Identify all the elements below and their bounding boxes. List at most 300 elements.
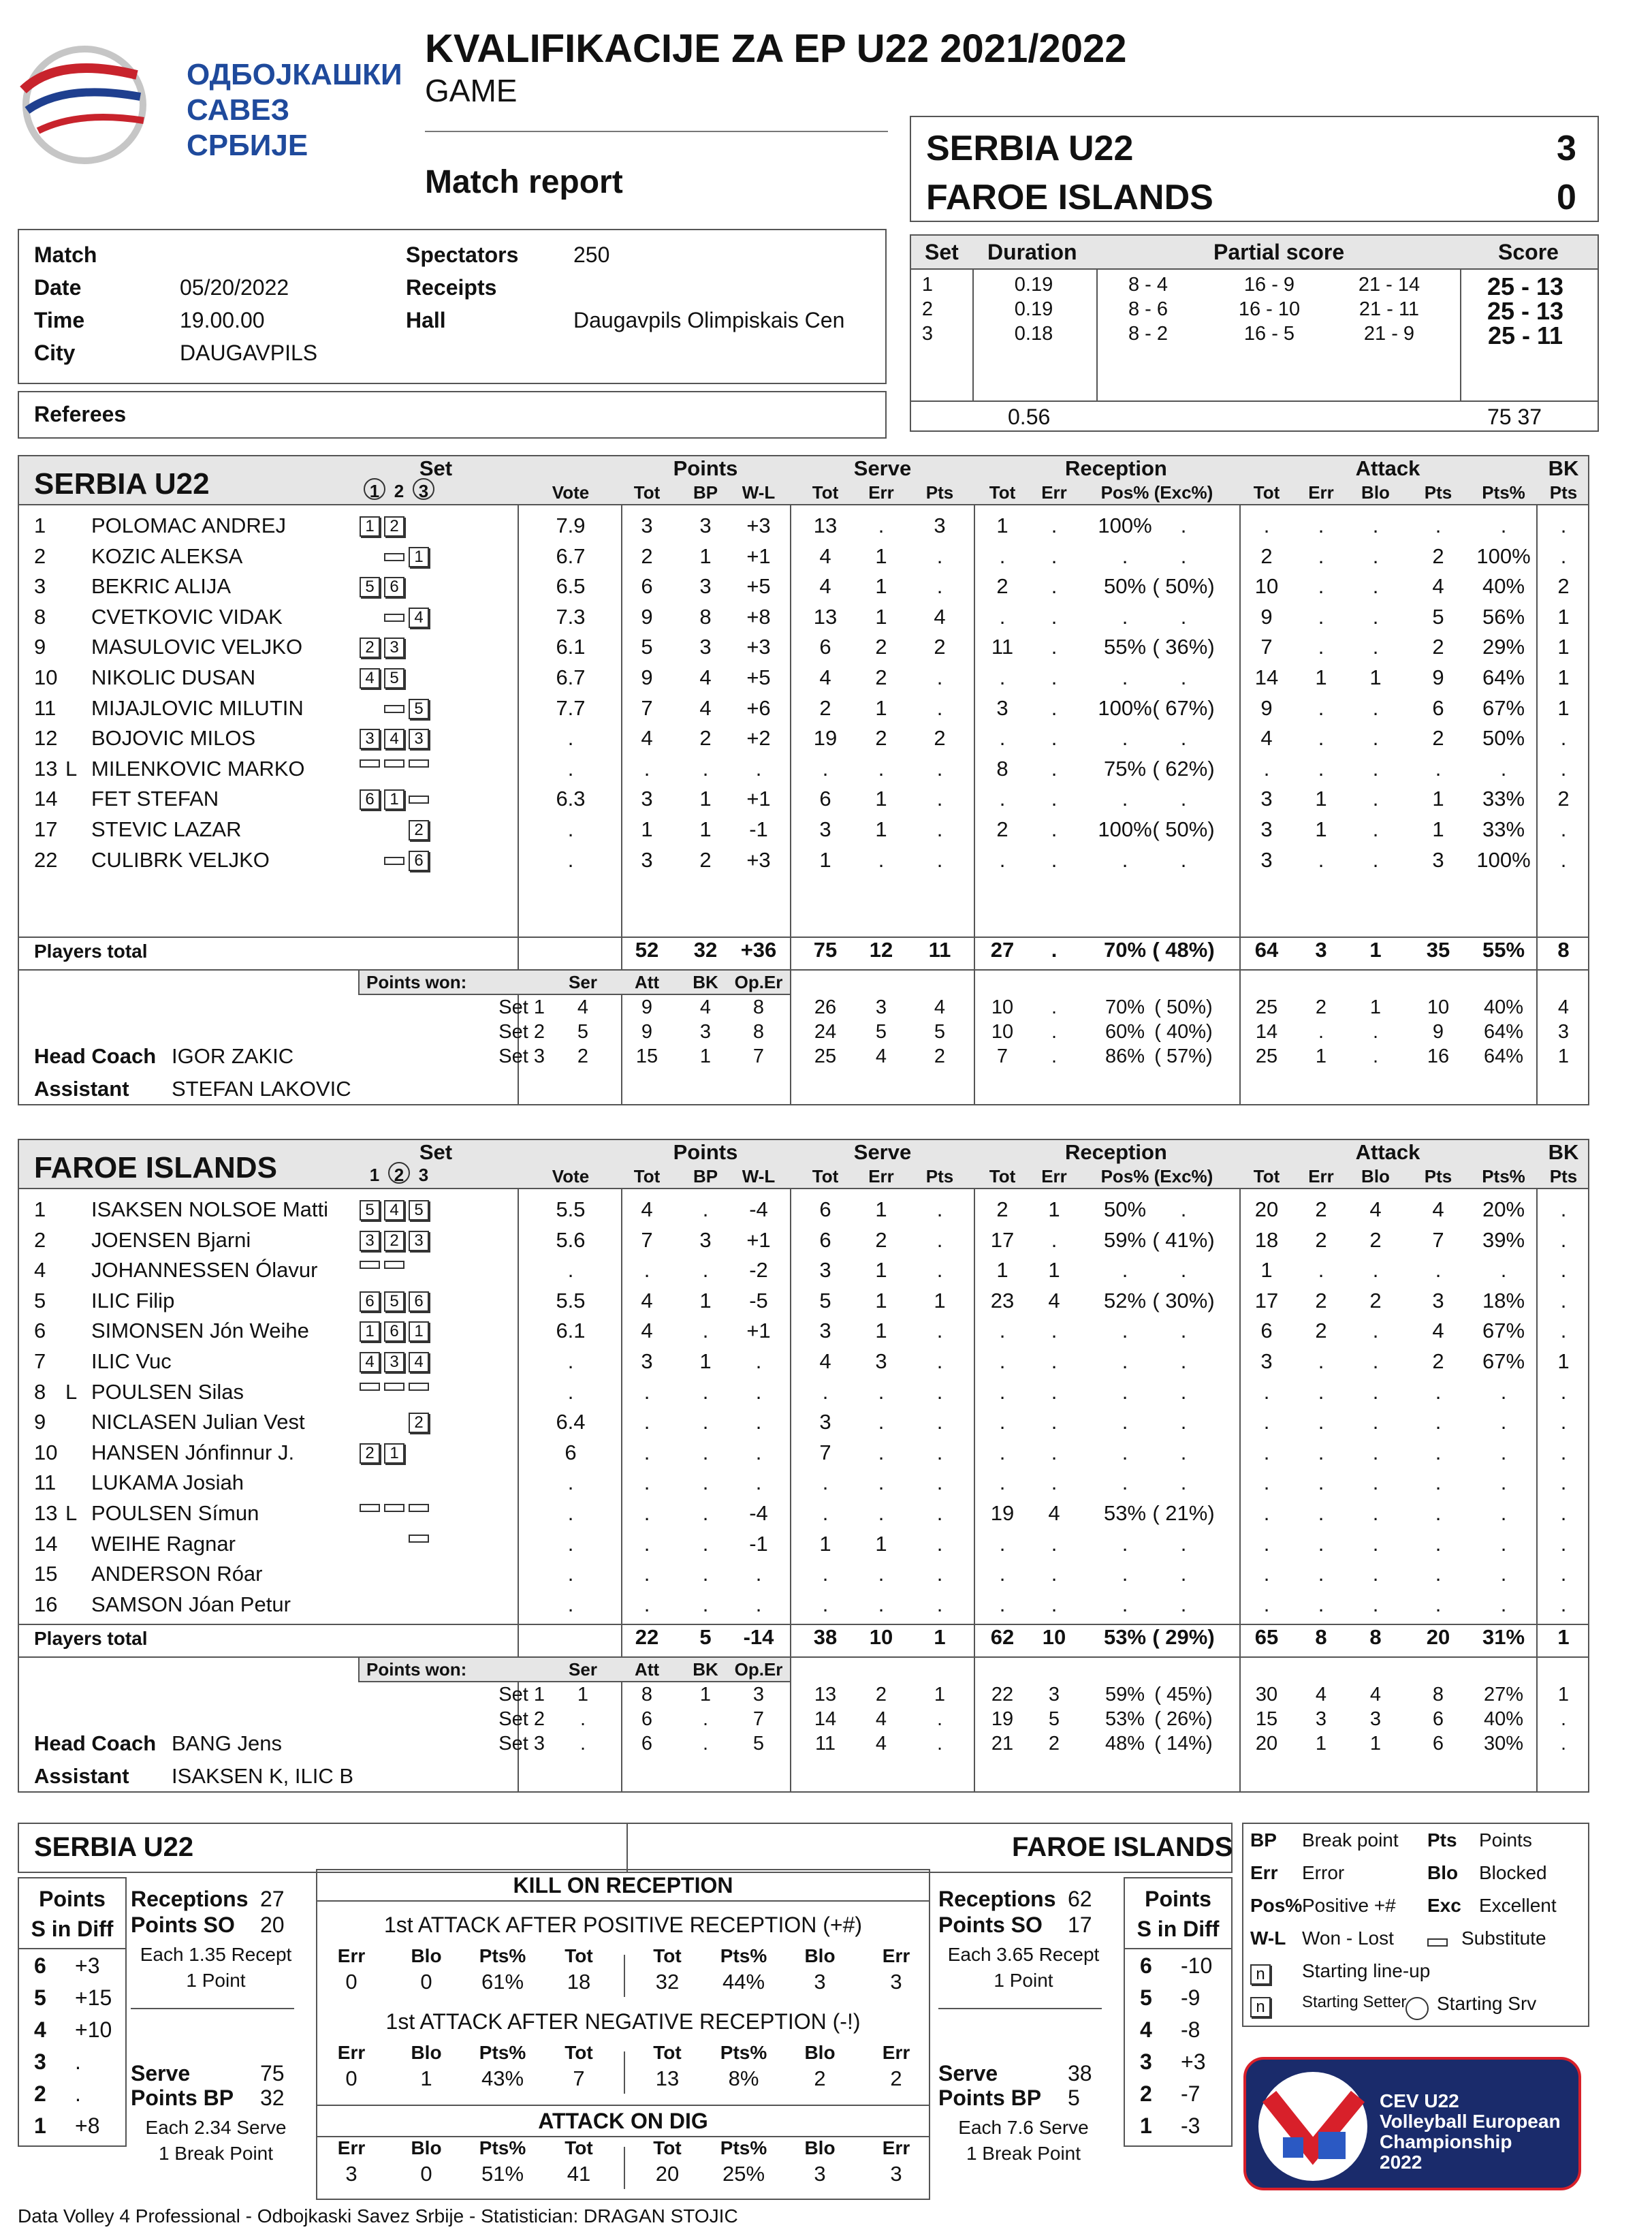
- stat-cell: 1: [934, 1288, 946, 1312]
- set-row-cell: 13: [814, 1684, 837, 1706]
- set-row-cell: 4: [934, 996, 946, 1019]
- stat-cell: .: [1500, 1562, 1507, 1586]
- player-name: HANSEN Jónfinnur J.: [91, 1440, 295, 1464]
- stat-cell: 1: [1315, 787, 1327, 811]
- stat-cell: 6: [1432, 695, 1444, 720]
- player-number: 13: [34, 756, 58, 781]
- stat-cell: .: [1263, 1562, 1270, 1586]
- match-label: Match: [34, 242, 97, 267]
- result-score2: 0: [1557, 178, 1576, 217]
- stat-cell: .: [1122, 665, 1128, 689]
- set-row-cell: 4: [577, 996, 589, 1019]
- stat-cell: .: [1435, 1531, 1442, 1556]
- player-row: [0, 1349, 1652, 1380]
- points-won-label: Points won:: [366, 972, 467, 993]
- legend-abbr: W-L: [1250, 1928, 1286, 1949]
- stat-cell: 59%: [1103, 1227, 1147, 1252]
- stat-cell: .: [1500, 1379, 1507, 1404]
- rotation-points: 2: [1140, 2081, 1152, 2106]
- stat-cell: .: [644, 756, 650, 781]
- rotation-diff: -7: [1181, 2081, 1201, 2106]
- column-header: Tot: [1253, 1166, 1280, 1186]
- rotation-diff: +3: [1181, 2049, 1206, 2074]
- substitute-icon: [384, 759, 404, 768]
- total-cell: 1: [934, 1625, 946, 1650]
- column-header: Err: [1041, 1166, 1067, 1186]
- stat-cell: .: [702, 1410, 709, 1434]
- stat-cell: .: [1500, 1470, 1507, 1495]
- stat-cell: .: [1560, 817, 1567, 841]
- summary-right-team: FAROE ISLANDS: [1012, 1832, 1233, 1862]
- kill-header: Err: [882, 2042, 910, 2063]
- starting-serve-circle-icon: [1405, 1997, 1429, 2020]
- team-name: FAROE ISLANDS: [34, 1151, 277, 1184]
- player-row: [0, 665, 1652, 696]
- stat-cell: .: [1560, 1258, 1567, 1283]
- stat-cell: .: [644, 1410, 650, 1434]
- set-row-cell: 8: [752, 996, 765, 1019]
- stat-cell: 50%: [1482, 726, 1525, 751]
- total-cell: 20: [1426, 1625, 1450, 1650]
- stat-cell: -1: [749, 817, 768, 841]
- column-header: (Exc%): [1154, 1166, 1213, 1186]
- set-row-cell: ( 45%): [1154, 1684, 1213, 1706]
- set-row-cell: 16: [1427, 1045, 1450, 1068]
- players-total-label: Players total: [34, 1628, 148, 1650]
- kill-cell: 8%: [728, 2066, 759, 2090]
- stat-cell: 1: [699, 544, 712, 568]
- stat-cell: 18%: [1482, 1288, 1525, 1312]
- stat-cell: .: [1051, 1592, 1058, 1616]
- stat-cell: .: [567, 1349, 574, 1373]
- total-cell: 10: [1042, 1625, 1066, 1650]
- libero-mark: L: [65, 1501, 78, 1525]
- player-number: 12: [34, 726, 58, 751]
- kill-cell: 13: [655, 2066, 680, 2090]
- stat-cell: +2: [746, 726, 771, 751]
- stat-cell: .: [644, 1379, 650, 1404]
- stat-cell: .: [1051, 604, 1058, 629]
- player-name: CVETKOVIC VIDAK: [91, 604, 283, 629]
- set-row-cell: 5: [934, 1021, 946, 1043]
- serve-label: Serve: [131, 2061, 191, 2086]
- column-group-header: Serve: [853, 1140, 912, 1164]
- stat-cell: .: [936, 1319, 943, 1343]
- player-row: [0, 848, 1652, 879]
- player-number: 15: [34, 1562, 58, 1586]
- set-row-cell: 20: [1255, 1733, 1278, 1755]
- players-total-label: Players total: [34, 941, 148, 962]
- set-row-cell: 1: [921, 274, 934, 296]
- stat-cell: .: [644, 1562, 650, 1586]
- rotation-points: 4: [1140, 2017, 1152, 2042]
- receptions-value: 62: [1068, 1887, 1092, 1911]
- player-sets: [360, 1291, 433, 1312]
- player-number: 1: [34, 1197, 46, 1221]
- player-number: 10: [34, 665, 58, 689]
- stat-cell: .: [999, 544, 1006, 568]
- kill-header: Err: [337, 2137, 366, 2158]
- kill-cell: 25%: [722, 2162, 765, 2186]
- player-name: ANDERSON Róar: [91, 1562, 263, 1586]
- stat-cell: +5: [746, 574, 771, 599]
- stat-cell: 3: [819, 817, 831, 841]
- stat-cell: ( 30%): [1152, 1288, 1215, 1312]
- stat-cell: .: [1560, 1288, 1567, 1312]
- stat-cell: .: [1180, 1531, 1187, 1556]
- stat-cell: .: [1372, 847, 1379, 872]
- stat-cell: 17: [990, 1227, 1015, 1252]
- stat-cell: 3: [699, 514, 712, 537]
- set-row-cell: ( 50%): [1154, 996, 1213, 1019]
- stat-cell: 4: [1369, 1197, 1382, 1221]
- starting-position: 5: [409, 699, 429, 719]
- kill-header: Err: [882, 1945, 910, 1966]
- player-name: BEKRIC ALIJA: [91, 574, 232, 599]
- stat-cell: ( 50%): [1152, 817, 1215, 841]
- stat-cell: 39%: [1482, 1227, 1525, 1252]
- competition-title: KVALIFIKACIJE ZA EP U22 2021/2022: [425, 27, 1127, 71]
- player-sets: [360, 820, 433, 840]
- substitute-icon: [360, 1383, 380, 1391]
- stat-cell: .: [999, 847, 1006, 872]
- set-row-cell: 3: [1315, 1708, 1327, 1731]
- player-row: [0, 757, 1652, 787]
- stat-cell: 7: [641, 1227, 653, 1252]
- set-number: 1: [369, 1165, 380, 1185]
- stat-cell: .: [1560, 847, 1567, 872]
- player-row: [0, 726, 1652, 757]
- stat-cell: .: [702, 756, 709, 781]
- stat-cell: 3: [641, 1349, 653, 1373]
- total-cell: 55%: [1482, 938, 1525, 962]
- neg-title: 1st ATTACK AFTER NEGATIVE RECEPTION (-!): [385, 2009, 861, 2034]
- player-name: ISAKSEN NOLSOE Matti: [91, 1197, 328, 1221]
- player-row: [0, 817, 1652, 848]
- stat-cell: 5.6: [556, 1227, 586, 1252]
- stat-cell: 20%: [1482, 1197, 1525, 1221]
- set-row-label: Set 1: [498, 996, 545, 1019]
- player-name: SAMSON Jóan Petur: [91, 1592, 291, 1616]
- player-sets: [360, 608, 433, 628]
- stat-cell: .: [878, 1440, 885, 1464]
- kill-header: Blo: [804, 1945, 836, 1966]
- stat-cell: .: [1372, 1501, 1379, 1525]
- points-so-value: 17: [1068, 1913, 1092, 1937]
- stat-cell: 6.5: [556, 574, 586, 599]
- stat-cell: 1: [996, 514, 1008, 537]
- stat-cell: .: [1318, 1470, 1324, 1495]
- player-row: [0, 787, 1652, 817]
- stat-cell: 3: [699, 574, 712, 599]
- each-serve: Each 2.34 Serve: [145, 2117, 287, 2138]
- substitute-icon: [409, 759, 429, 768]
- cev-line: CEV U22: [1380, 2090, 1459, 2111]
- stat-cell: .: [1180, 1319, 1187, 1343]
- kill-cell: 2: [890, 2066, 902, 2090]
- set-row-cell: .: [1560, 1708, 1567, 1731]
- column-group-header: Set: [419, 1140, 453, 1164]
- score-col-header: Score: [1498, 240, 1559, 264]
- stat-cell: ( 21%): [1152, 1501, 1215, 1525]
- set-row-cell: 4: [1369, 1684, 1382, 1706]
- stat-cell: 1: [1048, 1197, 1060, 1221]
- stat-cell: .: [1180, 847, 1187, 872]
- set-row-cell: .: [1051, 1021, 1058, 1043]
- summary-left-team: SERBIA U22: [34, 1832, 194, 1862]
- set-number: 3: [418, 481, 429, 501]
- set-row-cell: 4: [875, 1708, 887, 1731]
- set-row-cell: 4: [1557, 996, 1570, 1019]
- stat-cell: .: [936, 1349, 943, 1373]
- player-sets: [360, 1352, 433, 1372]
- kill-cell: 32: [655, 1970, 680, 1994]
- stat-cell: .: [1263, 1501, 1270, 1525]
- stat-cell: 2: [1432, 544, 1444, 568]
- each-serve: Each 7.6 Serve: [958, 2117, 1089, 2138]
- player-row: [0, 1258, 1652, 1289]
- kill-cell: 51%: [481, 2162, 524, 2186]
- stat-cell: 100%: [1098, 514, 1152, 537]
- stat-cell: .: [1318, 1531, 1324, 1556]
- stat-cell: .: [1318, 635, 1324, 659]
- stat-cell: .: [1560, 1410, 1567, 1434]
- set-row-cell: 8: [752, 1021, 765, 1043]
- stat-cell: 6.7: [556, 665, 586, 689]
- stat-cell: .: [1051, 726, 1058, 751]
- stat-cell: 1: [1260, 1258, 1273, 1283]
- stat-cell: 2: [875, 665, 887, 689]
- kill-header: Tot: [565, 2137, 593, 2158]
- stat-cell: .: [755, 1379, 762, 1404]
- stat-cell: 20: [1254, 1197, 1279, 1221]
- legend-desc: Starting line-up: [1302, 1960, 1431, 1981]
- stat-cell: 6: [819, 1227, 831, 1252]
- stat-cell: .: [1318, 695, 1324, 720]
- stat-cell: 1: [1557, 604, 1570, 629]
- player-sets: [360, 1383, 433, 1391]
- stat-cell: .: [1180, 665, 1187, 689]
- player-number: 8: [34, 604, 46, 629]
- player-name: ILIC Filip: [91, 1288, 175, 1312]
- stat-cell: 6: [565, 1440, 577, 1464]
- stat-cell: .: [878, 1410, 885, 1434]
- stat-cell: .: [702, 1470, 709, 1495]
- hall-value: Daugavpils Olimpiskais Cen: [573, 308, 845, 332]
- stat-cell: .: [1122, 1562, 1128, 1586]
- column-header: W-L: [742, 1166, 776, 1186]
- stat-cell: .: [1263, 756, 1270, 781]
- stat-cell: 100%: [1476, 847, 1531, 872]
- stat-cell: .: [878, 847, 885, 872]
- stat-cell: .: [755, 1470, 762, 1495]
- player-sets: [360, 1231, 433, 1251]
- starting-position: 4: [384, 729, 404, 749]
- set-row-cell: 9: [641, 996, 653, 1019]
- set-col-header: Set: [925, 240, 959, 264]
- stat-cell: .: [1318, 1440, 1324, 1464]
- stat-cell: .: [1372, 1531, 1379, 1556]
- stat-cell: 1: [875, 574, 887, 599]
- set-row-cell: ( 57%): [1154, 1045, 1213, 1068]
- stat-cell: .: [936, 1227, 943, 1252]
- starting-serve-circle-icon: [364, 478, 385, 500]
- player-number: 7: [34, 1349, 46, 1373]
- player-name: MILENKOVIC MARKO: [91, 756, 305, 781]
- substitute-icon: [409, 1383, 429, 1391]
- stat-cell: -4: [749, 1501, 768, 1525]
- stat-cell: 4: [699, 665, 712, 689]
- kill-header: Err: [882, 2137, 910, 2158]
- legend-abbr: Exc: [1427, 1895, 1461, 1916]
- stat-cell: .: [1500, 1440, 1507, 1464]
- starting-position: 3: [409, 1231, 429, 1251]
- stat-cell: .: [1122, 726, 1128, 751]
- stat-cell: 4: [1048, 1288, 1060, 1312]
- pos-title: 1st ATTACK AFTER POSITIVE RECEPTION (+#): [383, 1913, 863, 1937]
- player-row: [0, 696, 1652, 727]
- total-cell: 62: [990, 1625, 1015, 1650]
- stat-cell: 8: [699, 604, 712, 629]
- kill-header: Blo: [411, 1945, 442, 1966]
- player-number: 6: [34, 1319, 46, 1343]
- stat-cell: .: [999, 726, 1006, 751]
- set-row-cell: 3: [752, 1684, 765, 1706]
- stat-cell: 2: [1432, 1349, 1444, 1373]
- stat-cell: 7: [819, 1440, 831, 1464]
- player-number: 4: [34, 1258, 46, 1283]
- player-sets: [360, 577, 433, 597]
- kill-header: Tot: [565, 1945, 593, 1966]
- stat-cell: 3: [699, 1227, 712, 1252]
- stat-cell: 1: [875, 1288, 887, 1312]
- stat-cell: 1: [875, 1531, 887, 1556]
- legend-abbr: Err: [1250, 1862, 1278, 1883]
- stat-cell: .: [1560, 1470, 1567, 1495]
- stat-cell: 2: [875, 726, 887, 751]
- stat-cell: .: [1500, 1501, 1507, 1525]
- player-sets: [360, 668, 433, 689]
- kill-cell: 7: [573, 2066, 585, 2090]
- stat-cell: 1: [1432, 817, 1444, 841]
- legend-desc: Won - Lost: [1302, 1928, 1394, 1949]
- set-row-cell: 4: [699, 996, 712, 1019]
- player-row: [0, 1228, 1652, 1259]
- rotation-diff: -10: [1181, 1953, 1213, 1978]
- column-header: Vote: [552, 1166, 590, 1186]
- points-so-label: Points SO: [938, 1913, 1043, 1937]
- player-name: POULSEN Silas: [91, 1379, 244, 1404]
- player-sets: [360, 1321, 433, 1342]
- stat-cell: .: [878, 1470, 885, 1495]
- set-row-cell: 0.19: [1014, 298, 1053, 320]
- column-group-header: BK: [1548, 1140, 1579, 1164]
- set-row-cell: 48%: [1105, 1733, 1145, 1755]
- stat-cell: .: [1051, 756, 1058, 781]
- receptions-label: Receptions: [131, 1887, 249, 1911]
- org-line: СРБИЈЕ: [187, 129, 308, 162]
- rotation-diff: -3: [1181, 2113, 1201, 2138]
- stat-cell: 2: [1432, 635, 1444, 659]
- stat-cell: .: [644, 1501, 650, 1525]
- stat-cell: .: [999, 665, 1006, 689]
- rotation-diff: .: [75, 2049, 81, 2074]
- stat-cell: .: [1051, 1410, 1058, 1434]
- federation-logo: [18, 42, 154, 165]
- stat-cell: .: [1372, 1592, 1379, 1616]
- column-header: Err: [868, 482, 894, 503]
- total-cell: 52: [635, 938, 659, 962]
- each-reception: Each 1.35 Recept: [140, 1944, 292, 1965]
- stat-cell: 5: [819, 1288, 831, 1312]
- set-row-cell: 2: [1048, 1733, 1060, 1755]
- stat-cell: .: [1435, 1410, 1442, 1434]
- stat-cell: 50%: [1103, 1197, 1147, 1221]
- set-row-cell: 7: [752, 1045, 765, 1068]
- stat-cell: .: [1435, 1592, 1442, 1616]
- stat-cell: .: [755, 1562, 762, 1586]
- stat-cell: 4: [819, 1349, 831, 1373]
- substitute-icon: [409, 1535, 429, 1543]
- stat-cell: .: [567, 1470, 574, 1495]
- stat-cell: 3: [934, 514, 946, 537]
- legend-desc: Excellent: [1479, 1895, 1557, 1916]
- player-name: POLOMAC ANDREJ: [91, 514, 286, 537]
- stat-cell: 5: [641, 635, 653, 659]
- kill-header: Blo: [804, 2042, 836, 2063]
- starting-position: 6: [384, 577, 404, 597]
- stat-cell: 3: [641, 847, 653, 872]
- set-number: 1: [369, 481, 380, 501]
- stat-cell: .: [936, 1470, 943, 1495]
- player-sets: [360, 729, 433, 749]
- stat-cell: .: [755, 1440, 762, 1464]
- set-row-cell: 8 - 2: [1128, 323, 1169, 345]
- set-row-cell: 2: [875, 1684, 887, 1706]
- receptions-label: Receptions: [938, 1887, 1056, 1911]
- stat-cell: .: [999, 1349, 1006, 1373]
- set-row-cell: 9: [641, 1021, 653, 1043]
- stat-cell: 7.9: [556, 514, 586, 537]
- stat-cell: .: [1180, 1562, 1187, 1586]
- set-row-cell: 8: [641, 1684, 653, 1706]
- stat-cell: .: [567, 847, 574, 872]
- stat-cell: .: [1560, 1319, 1567, 1343]
- rotation-diff: -8: [1181, 2017, 1201, 2042]
- stat-cell: 6.1: [556, 1319, 586, 1343]
- set-row-cell: 5: [752, 1733, 765, 1755]
- column-header: Pts: [1549, 1166, 1578, 1186]
- stat-cell: .: [999, 1531, 1006, 1556]
- total-cell: 22: [635, 1625, 659, 1650]
- stat-cell: 3: [699, 635, 712, 659]
- stat-cell: .: [1318, 726, 1324, 751]
- stat-cell: 4: [1432, 1197, 1444, 1221]
- stat-cell: .: [1263, 1440, 1270, 1464]
- stat-cell: .: [1051, 665, 1058, 689]
- stat-cell: 7: [1432, 1227, 1444, 1252]
- column-header: (Exc%): [1154, 482, 1213, 503]
- stat-cell: 1: [875, 544, 887, 568]
- column-header: BP: [693, 482, 718, 503]
- stat-cell: +8: [746, 604, 771, 629]
- set-row-cell: ( 26%): [1154, 1708, 1213, 1731]
- stat-cell: .: [1122, 604, 1128, 629]
- column-header: Pts: [1549, 482, 1578, 503]
- stat-cell: 2: [996, 574, 1008, 599]
- stat-cell: .: [1180, 604, 1187, 629]
- stat-cell: 9: [641, 665, 653, 689]
